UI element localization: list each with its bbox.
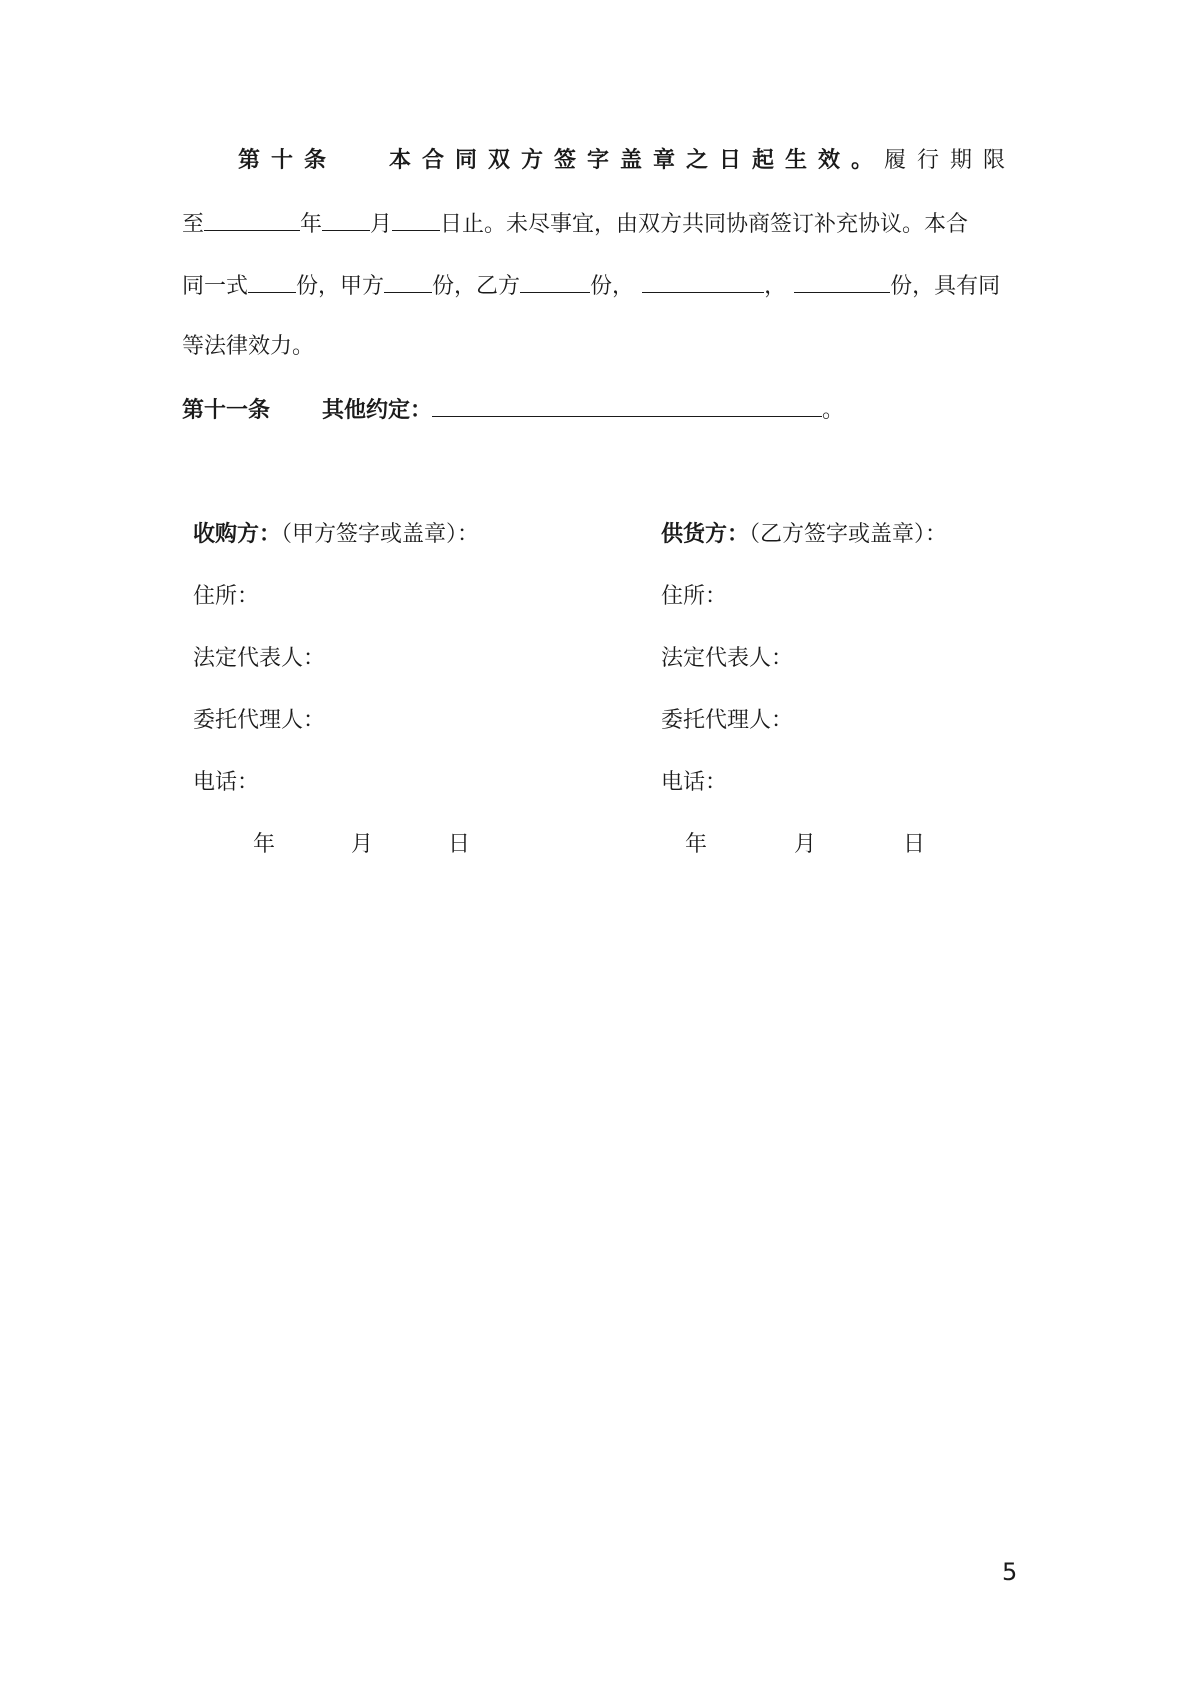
buyer-sign-note: （甲方签字或盖章）： bbox=[281, 522, 480, 547]
article-10-line-2: 至 年 月 日止。未尽事宜，由双方共同协商签订补充协议。本合 bbox=[182, 208, 968, 240]
page-number: 5 bbox=[1002, 1558, 1018, 1586]
buyer-legal-rep-label: 法定代表人： bbox=[193, 646, 326, 671]
other-agreement-blank[interactable] bbox=[432, 394, 822, 417]
buyer-title: 收购方： bbox=[193, 522, 282, 547]
article-11-label: 其他约定： bbox=[322, 398, 433, 423]
other-party-blank[interactable] bbox=[642, 270, 764, 293]
buyer-date-year: 年 bbox=[253, 832, 276, 857]
term-month-blank[interactable] bbox=[322, 208, 370, 231]
buyer-title-line bbox=[193, 520, 479, 550]
supplier-date-month: 月 bbox=[794, 832, 817, 857]
supplier-phone-label: 电话： bbox=[661, 770, 728, 795]
term-day-blank[interactable] bbox=[392, 208, 440, 231]
copies-other-blank[interactable] bbox=[794, 270, 890, 293]
copies-party-a-blank[interactable] bbox=[384, 270, 432, 293]
supplier-date-day: 日 bbox=[903, 832, 926, 857]
copies-total-blank[interactable] bbox=[248, 270, 296, 293]
buyer-address-label: 住所： bbox=[193, 584, 260, 609]
article-10-term-label: 履行期限 bbox=[884, 148, 1017, 173]
article-11: 第十一条 其他约定： 。 bbox=[182, 394, 844, 426]
article-10-heading: 第十条 bbox=[238, 148, 338, 173]
buyer-date-day: 日 bbox=[448, 832, 471, 857]
article-10-line-3: 同一式 份，甲方 份，乙方 份， ， 份，具有同 bbox=[182, 270, 1000, 302]
supplier-legal-rep-label: 法定代表人： bbox=[661, 646, 794, 671]
copies-party-b-blank[interactable] bbox=[520, 270, 590, 293]
supplier-title: 供货方： bbox=[661, 522, 750, 547]
supplier-address-label: 住所： bbox=[661, 584, 728, 609]
article-10-line-1 bbox=[238, 146, 1016, 176]
supplier-title-line bbox=[661, 520, 947, 550]
buyer-agent-label: 委托代理人： bbox=[193, 708, 326, 733]
article-10-lead: 本合同双方签字盖章之日起生效。 bbox=[389, 148, 885, 173]
supplier-sign-note: （乙方签字或盖章）： bbox=[749, 522, 948, 547]
supplier-agent-label: 委托代理人： bbox=[661, 708, 794, 733]
term-year-blank[interactable] bbox=[204, 208, 300, 231]
supplier-date-year: 年 bbox=[685, 832, 708, 857]
buyer-phone-label: 电话： bbox=[193, 770, 260, 795]
article-11-heading: 第十一条 bbox=[182, 398, 271, 423]
article-10-line-4: 等法律效力。 bbox=[182, 334, 315, 359]
buyer-date-month: 月 bbox=[351, 832, 374, 857]
